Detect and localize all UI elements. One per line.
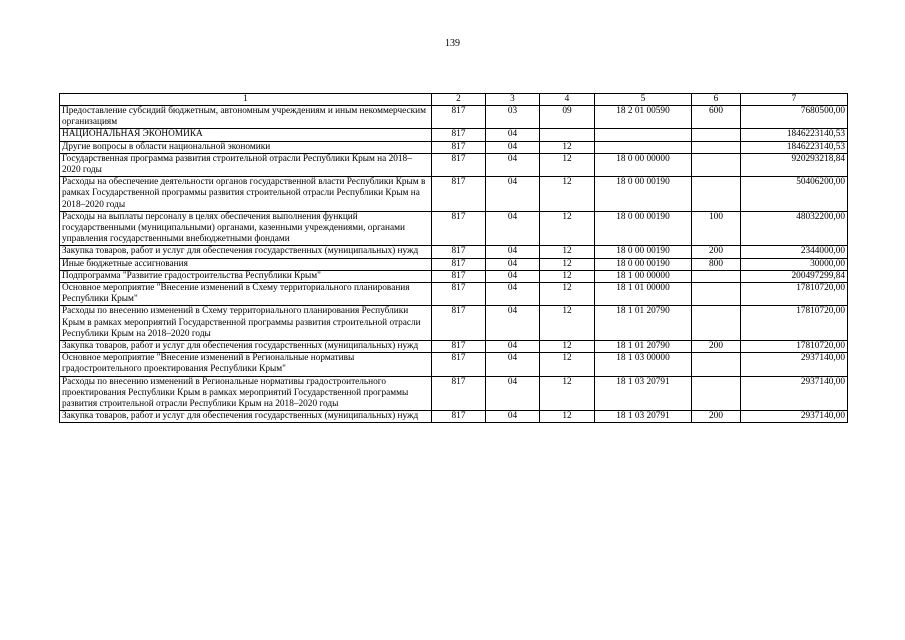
cell-section-code: 04 — [486, 211, 540, 246]
cell-ministry-code: 817 — [432, 353, 486, 376]
cell-expense-type — [692, 141, 741, 153]
cell-amount: 200497299,84 — [741, 270, 848, 282]
cell-description: Расходы на обеспечение деятельности органов государственной власти Республики Крым в рамках Государственной программы развития строительной отрасли Республики Крым на 2018–2020 годы — [60, 177, 432, 212]
cell-description: Расходы по внесению изменений в Региональные нормативы градостроительного проектирования Республики Крым в рамках мероприятий Государственной программы развития строительной отрасли Республики Крым на 2018–2020 годы — [60, 376, 432, 411]
cell-description: Подпрограмма "Развитие градостроительства Республики Крым" — [60, 270, 432, 282]
table-row — [60, 306, 848, 341]
cell-ministry-code: 817 — [432, 153, 486, 176]
table-row — [60, 141, 848, 153]
cell-subsection-code: 12 — [540, 306, 595, 341]
cell-subsection-code: 12 — [540, 258, 595, 270]
cell-ministry-code: 817 — [432, 177, 486, 212]
cell-section-code: 04 — [486, 283, 540, 306]
table-row — [60, 246, 848, 258]
cell-target-article: 18 1 03 00000 — [595, 353, 692, 376]
cell-ministry-code: 817 — [432, 141, 486, 153]
cell-subsection-code: 12 — [540, 353, 595, 376]
cell-target-article: 18 0 00 00190 — [595, 258, 692, 270]
cell-section-code: 04 — [486, 270, 540, 282]
column-header: 2 — [432, 94, 486, 106]
cell-description: Закупка товаров, работ и услуг для обеспечения государственных (муниципальных) нужд — [60, 246, 432, 258]
cell-description: НАЦИОНАЛЬНАЯ ЭКОНОМИКА — [60, 129, 432, 141]
cell-subsection-code: 12 — [540, 153, 595, 176]
cell-description: Закупка товаров, работ и услуг для обеспечения государственных (муниципальных) нужд — [60, 411, 432, 423]
cell-subsection-code: 12 — [540, 270, 595, 282]
cell-description: Государственная программа развития строительной отрасли Республики Крым на 2018–2020 годы — [60, 153, 432, 176]
column-header: 6 — [692, 94, 741, 106]
cell-amount: 17810720,00 — [741, 283, 848, 306]
cell-ministry-code: 817 — [432, 129, 486, 141]
cell-section-code: 04 — [486, 153, 540, 176]
column-header: 5 — [595, 94, 692, 106]
cell-amount: 2344000,00 — [741, 246, 848, 258]
cell-expense-type — [692, 376, 741, 411]
page-number: 139 — [445, 38, 460, 49]
cell-expense-type: 800 — [692, 258, 741, 270]
cell-section-code: 04 — [486, 258, 540, 270]
cell-section-code: 04 — [486, 141, 540, 153]
cell-subsection-code: 12 — [540, 283, 595, 306]
cell-section-code: 04 — [486, 177, 540, 212]
cell-description: Расходы на выплаты персоналу в целях обеспечения выполнения функций государственными (муниципальными) органами, казенными учреждениями, органами управления государственными внебюджетными фондами — [60, 211, 432, 246]
cell-section-code: 04 — [486, 341, 540, 353]
cell-section-code: 04 — [486, 306, 540, 341]
cell-ministry-code: 817 — [432, 270, 486, 282]
cell-target-article: 18 0 00 00190 — [595, 177, 692, 212]
cell-amount: 2937140,00 — [741, 353, 848, 376]
table-row — [60, 376, 848, 411]
cell-target-article — [595, 129, 692, 141]
table-row — [60, 270, 848, 282]
cell-subsection-code: 12 — [540, 341, 595, 353]
cell-target-article: 18 2 01 00590 — [595, 106, 692, 129]
cell-subsection-code: 09 — [540, 106, 595, 129]
cell-amount: 48032200,00 — [741, 211, 848, 246]
cell-description: Предоставление субсидий бюджетным, автономным учреждениям и иным некоммерческим организациям — [60, 106, 432, 129]
cell-subsection-code — [540, 129, 595, 141]
cell-section-code: 04 — [486, 376, 540, 411]
cell-ministry-code: 817 — [432, 306, 486, 341]
cell-description: Расходы по внесению изменений в Схему территориального планирования Республики Крым в рамках мероприятий Государственной программы развития строительной отрасли Республики Крым на 2018–2020 годы — [60, 306, 432, 341]
cell-amount: 30000,00 — [741, 258, 848, 270]
cell-target-article: 18 1 03 20791 — [595, 411, 692, 423]
cell-amount: 920293218,84 — [741, 153, 848, 176]
cell-expense-type — [692, 129, 741, 141]
column-header: 4 — [540, 94, 595, 106]
cell-ministry-code: 817 — [432, 283, 486, 306]
cell-target-article — [595, 141, 692, 153]
cell-section-code: 04 — [486, 246, 540, 258]
cell-amount: 7680500,00 — [741, 106, 848, 129]
cell-expense-type — [692, 177, 741, 212]
cell-target-article: 18 1 03 20791 — [595, 376, 692, 411]
cell-amount: 17810720,00 — [741, 341, 848, 353]
cell-amount: 2937140,00 — [741, 411, 848, 423]
table-row — [60, 106, 848, 129]
table-row — [60, 341, 848, 353]
cell-target-article: 18 1 01 20790 — [595, 306, 692, 341]
cell-expense-type — [692, 306, 741, 341]
cell-expense-type: 200 — [692, 411, 741, 423]
cell-description: Закупка товаров, работ и услуг для обеспечения государственных (муниципальных) нужд — [60, 341, 432, 353]
cell-target-article: 18 1 01 20790 — [595, 341, 692, 353]
cell-target-article: 18 0 00 00000 — [595, 153, 692, 176]
cell-amount: 17810720,00 — [741, 306, 848, 341]
cell-ministry-code: 817 — [432, 246, 486, 258]
cell-ministry-code: 817 — [432, 211, 486, 246]
cell-expense-type: 600 — [692, 106, 741, 129]
table-header-row — [60, 94, 848, 106]
cell-subsection-code: 12 — [540, 246, 595, 258]
cell-section-code: 04 — [486, 411, 540, 423]
cell-target-article: 18 1 01 00000 — [595, 283, 692, 306]
column-header: 7 — [741, 94, 848, 106]
cell-section-code: 04 — [486, 129, 540, 141]
cell-section-code: 03 — [486, 106, 540, 129]
cell-target-article: 18 0 00 00190 — [595, 211, 692, 246]
cell-ministry-code: 817 — [432, 106, 486, 129]
column-header: 3 — [486, 94, 540, 106]
cell-expense-type: 200 — [692, 341, 741, 353]
cell-ministry-code: 817 — [432, 411, 486, 423]
cell-amount: 2937140,00 — [741, 376, 848, 411]
column-header: 1 — [60, 94, 432, 106]
cell-target-article: 18 1 00 00000 — [595, 270, 692, 282]
table-row — [60, 411, 848, 423]
cell-expense-type — [692, 353, 741, 376]
cell-expense-type — [692, 283, 741, 306]
cell-target-article: 18 0 00 00190 — [595, 246, 692, 258]
table-row — [60, 129, 848, 141]
cell-expense-type — [692, 270, 741, 282]
cell-description: Основное мероприятие "Внесение изменений в Схему территориального планирования Республики Крым" — [60, 283, 432, 306]
cell-ministry-code: 817 — [432, 341, 486, 353]
cell-section-code: 04 — [486, 353, 540, 376]
cell-description: Иные бюджетные ассигнования — [60, 258, 432, 270]
cell-amount: 1846223140,53 — [741, 129, 848, 141]
table-row — [60, 211, 848, 246]
cell-subsection-code: 12 — [540, 411, 595, 423]
cell-ministry-code: 817 — [432, 376, 486, 411]
cell-description: Основное мероприятие "Внесение изменений в Региональные нормативы градостроительного проектирования Республики Крым" — [60, 353, 432, 376]
table-row — [60, 283, 848, 306]
table-row — [60, 177, 848, 212]
cell-expense-type: 100 — [692, 211, 741, 246]
cell-expense-type: 200 — [692, 246, 741, 258]
cell-subsection-code: 12 — [540, 376, 595, 411]
table-body — [60, 106, 848, 423]
cell-amount: 50406200,00 — [741, 177, 848, 212]
cell-subsection-code: 12 — [540, 141, 595, 153]
table-row — [60, 258, 848, 270]
cell-expense-type — [692, 153, 741, 176]
cell-ministry-code: 817 — [432, 258, 486, 270]
table-row — [60, 353, 848, 376]
cell-subsection-code: 12 — [540, 211, 595, 246]
cell-amount: 1846223140,53 — [741, 141, 848, 153]
budget-table — [59, 93, 848, 423]
cell-description: Другие вопросы в области национальной экономики — [60, 141, 432, 153]
cell-subsection-code: 12 — [540, 177, 595, 212]
table-row — [60, 153, 848, 176]
